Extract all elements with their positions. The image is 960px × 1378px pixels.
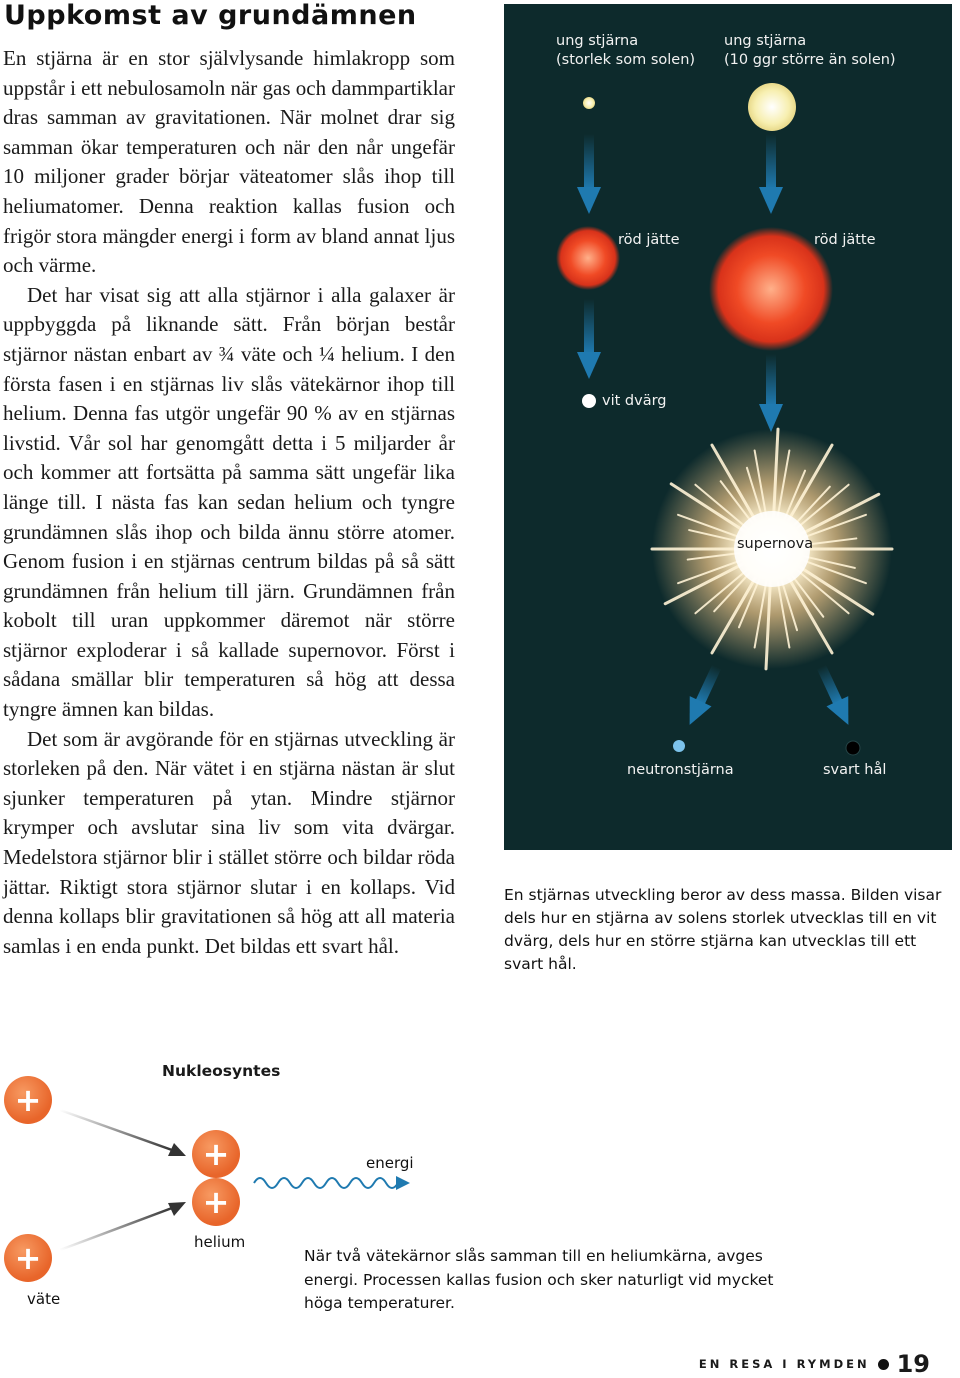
paragraph-2: Det har visat sig att alla stjärnor i alla galaxer är uppbyggda på liknande sätt. Från början består stjärnor nästan enbart av ¾ väte och ¼ helium. I den första fasen i en stjärnas liv slås vätekärnor ihop till helium. Denna fas utgör ungefär 90 % av en stjärnas livstid. Vår sol har genomgått detta i 5 miljarder år och kommer att fortsätta på samma sätt ungefär lika länge till. I nästa fas kan sedan helium och tyngre grundämnen slås ihop och bilda ännu större atomer. Genom fusion i en stjärnas centrum bildas på så sätt grundämnen från helium till järn. Grundämnen från kobolt till uran uppkommer däremot när större stjärnor exploderar i så kallade supernovor. Först i sådana smällar blir temperaturen så hög att dessa tyngre ämnen kan bildas. (3, 282, 455, 722)
energy-label: energi (366, 1154, 414, 1172)
footer-bullet-icon (878, 1359, 889, 1370)
arrow-small-2 (577, 299, 601, 379)
paragraph-1: En stjärna är en stor självlysande himlakropp som uppstår i ett nebulosamoln när gas och dammpartiklar dras samman av gravitationen. När molnet drar sig samman ökar temperaturen och när den når ungefär 10 miljoner grader börjar väteatomer slås ihop till heliumatomer. Denna reaktion kallas fusion och frigör stora mängder energi i form av bland annat ljus och värme. (3, 46, 455, 278)
helium-proton-top-icon (192, 1130, 240, 1178)
hydrogen-proton-bottom-icon (4, 1234, 52, 1282)
svg-text:+: + (202, 1183, 230, 1221)
helium-label: helium (194, 1233, 246, 1251)
arrow-to-neutron-star (679, 662, 728, 730)
hydrogen-proton-top-icon (4, 1076, 52, 1124)
nucleosynthesis-title: Nukleosyntes (162, 1062, 281, 1080)
black-hole-label: svart hål (823, 762, 887, 778)
running-title: EN RESA I RYMDEN (698, 1357, 870, 1371)
svg-text:+: + (14, 1239, 42, 1277)
paragraph-3: Det som är avgörande för en stjärnas utveckling är storleken på den. När vätet i en stjärna nästan är slut sjunker temperaturen på ytan. Mindre stjärnor krymper och avslutar sina liv som vita dvärgar. Medelstora stjärnor blir i stället större och bildar röda jättar. Riktigt stora stjärnor slutar i en kollaps. Vid denna kollaps blir gravitationen så hög att all materia samlas i en enda punkt. Det bildas ett svart hål. (3, 726, 455, 958)
black-hole-icon (846, 741, 860, 755)
arrow-small-1 (577, 134, 601, 214)
fusion-arrow-top (60, 1110, 186, 1156)
page-number: 19 (896, 1350, 930, 1378)
arrow-big-1 (759, 134, 783, 214)
helium-proton-bottom-icon (192, 1178, 240, 1226)
young-big-star-icon (748, 83, 796, 131)
energy-wave-icon (254, 1176, 410, 1190)
svg-text:+: + (202, 1135, 230, 1173)
young-big-star-label: ung stjärna (10 ggr större än solen) (724, 33, 896, 68)
diagram-caption: En stjärnas utveckling beror av dess massa. Bilden visar dels hur en stjärna av solens storlek utvecklas till en vit dvärg, dels hur en större stjärna kan utvecklas till ett svart hål. (504, 886, 942, 973)
fusion-arrow-bottom (60, 1202, 186, 1250)
body-text (3, 44, 455, 961)
neutron-star-icon (673, 740, 685, 752)
arrow-big-2 (759, 354, 783, 432)
nucleosynthesis-caption: När två vätekärnor slås samman till en heliumkärna, avges energi. Processen kallas fusion och sker naturligt vid mycket höga temperaturer. (304, 1247, 774, 1312)
white-dwarf-icon (582, 394, 596, 408)
svg-text:+: + (14, 1081, 42, 1119)
page-title: Uppkomst av grundämnen (4, 0, 417, 31)
arrow-to-black-hole (810, 662, 859, 730)
red-giant-big-label: röd jätte (814, 232, 876, 248)
young-small-star-icon (583, 97, 595, 109)
white-dwarf-label: vit dvärg (602, 393, 667, 409)
young-small-star-label: ung stjärna (storlek som solen) (556, 33, 696, 68)
supernova-label: supernova (737, 536, 814, 552)
red-giant-small-label: röd jätte (618, 232, 680, 248)
star-evolution-diagram (504, 4, 952, 850)
red-giant-small-icon (556, 226, 620, 290)
star-evolution-graphic (504, 4, 952, 850)
neutron-star-label: neutronstjärna (627, 762, 734, 778)
hydrogen-label: väte (27, 1290, 61, 1308)
